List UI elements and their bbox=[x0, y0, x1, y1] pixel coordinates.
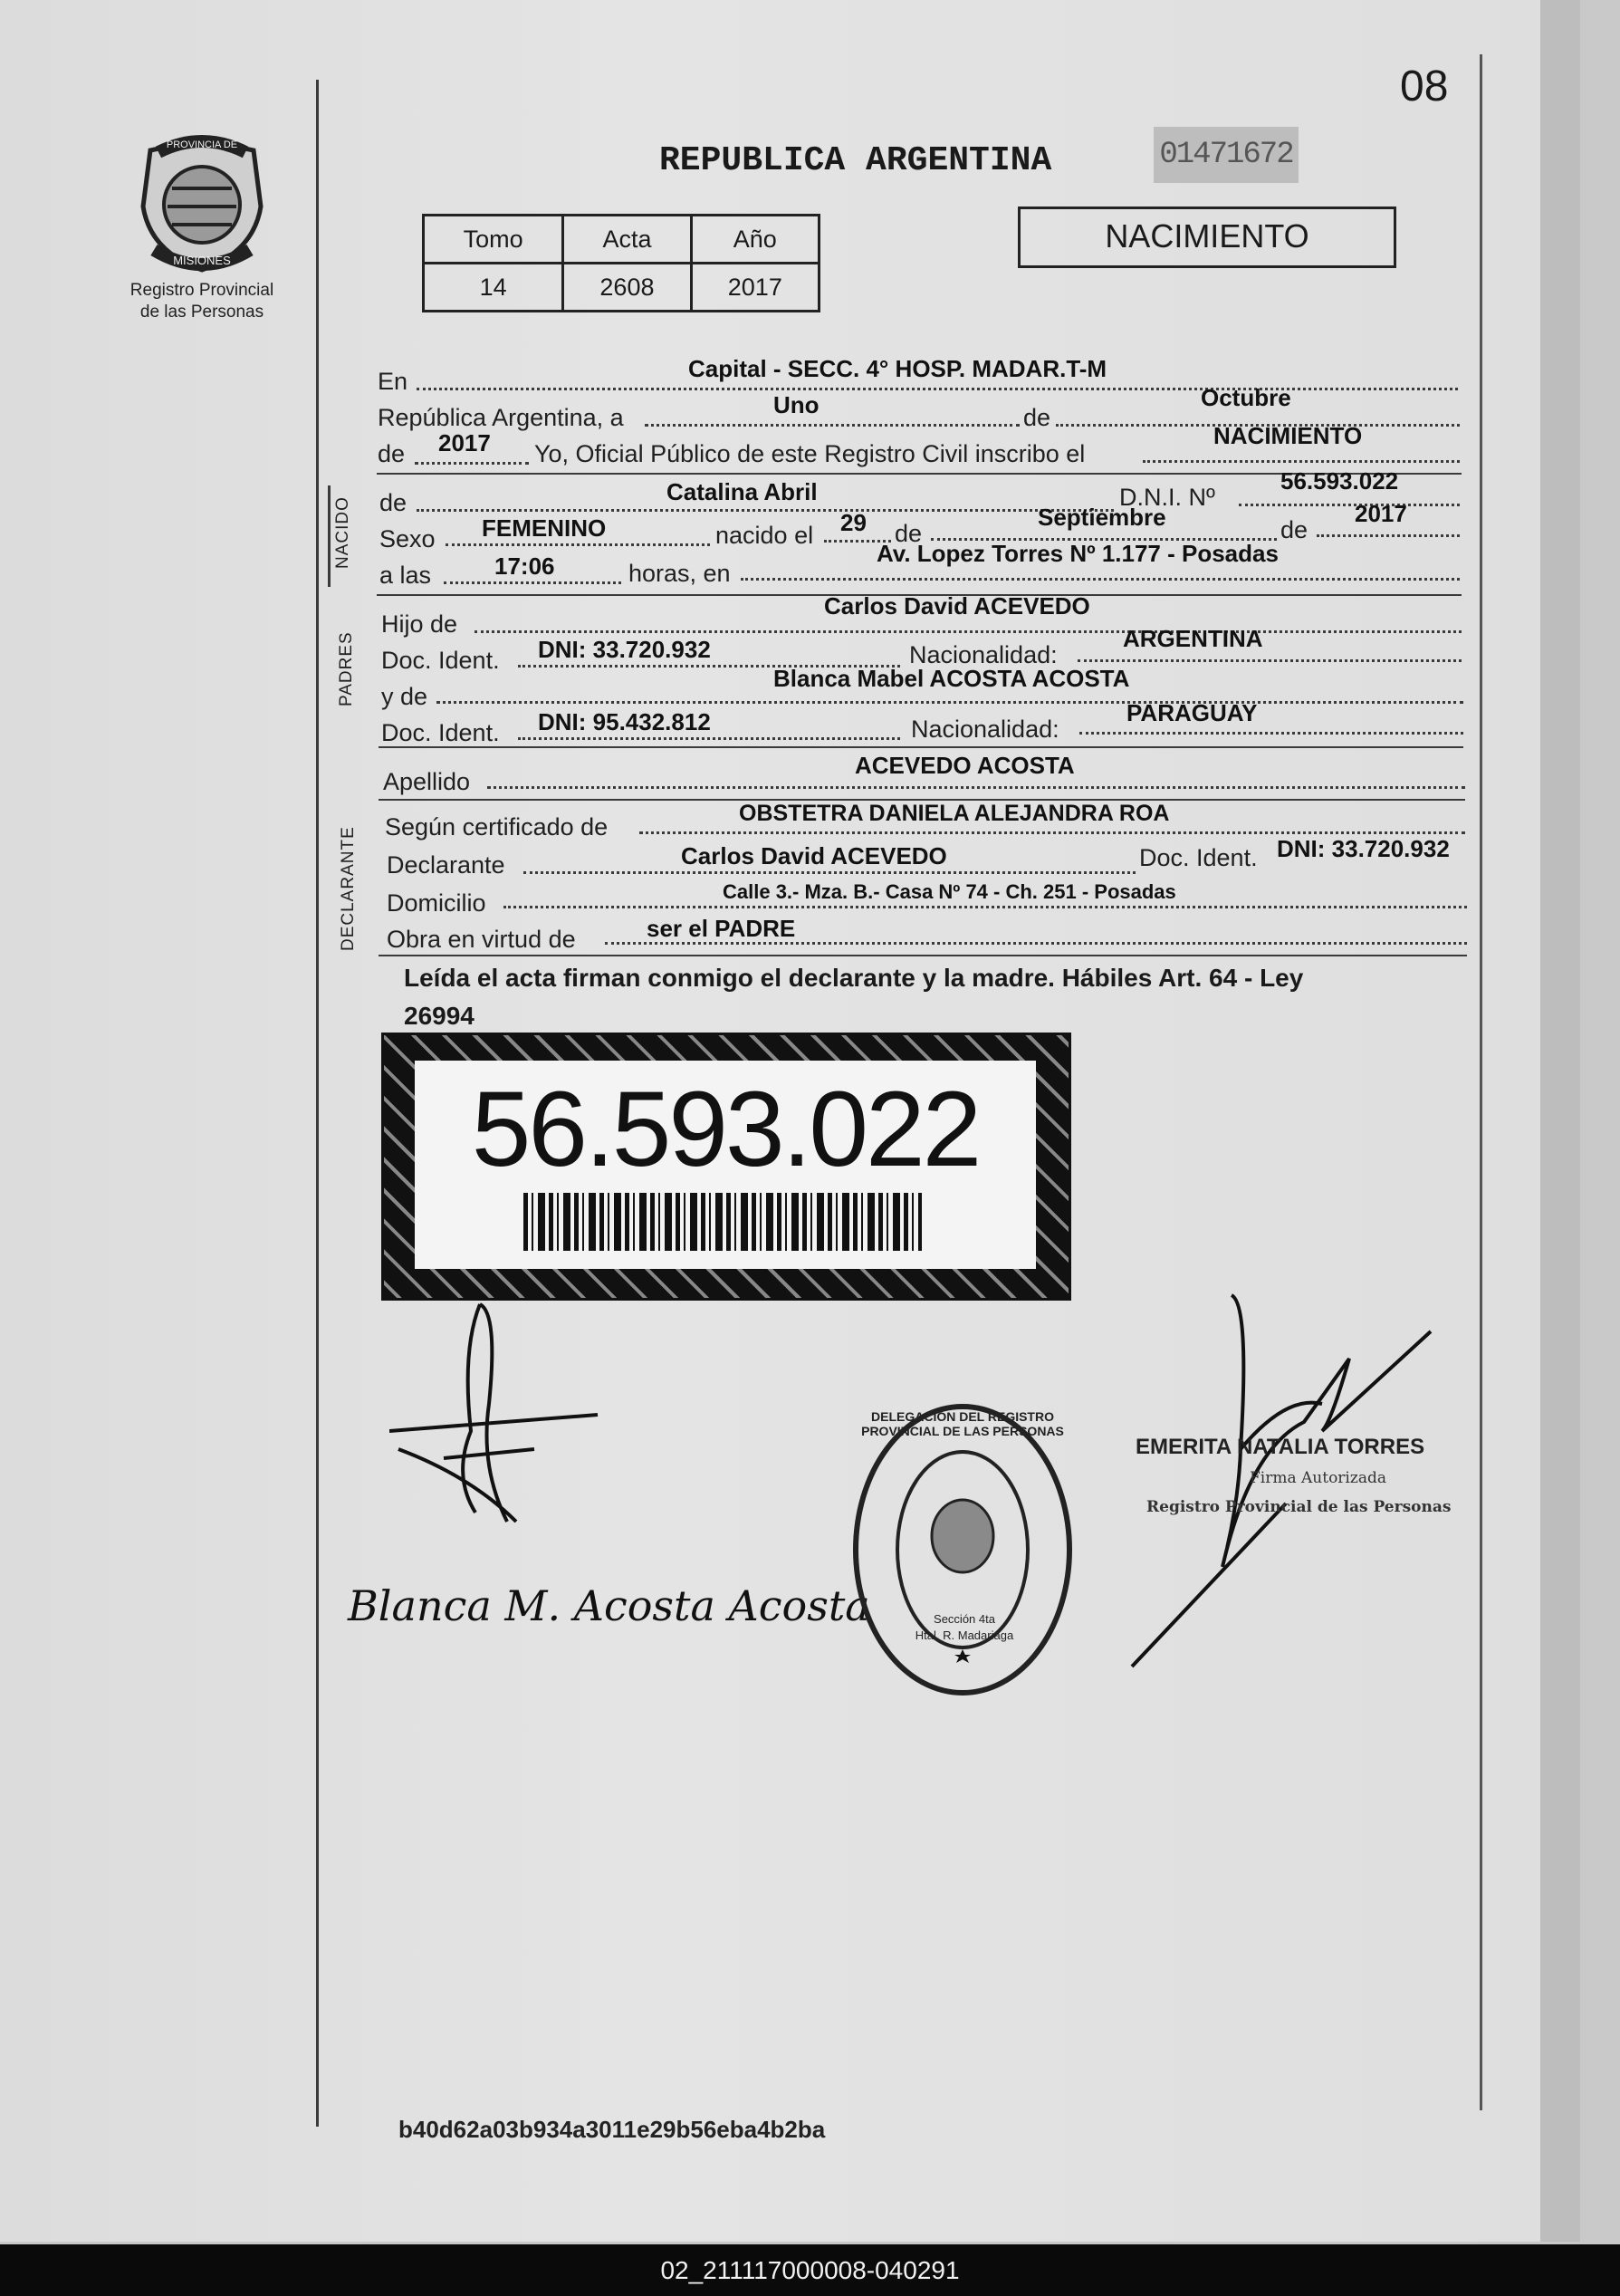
dotted-line bbox=[1143, 460, 1460, 463]
label-yo: Yo, Oficial Público de este Registro Civil inscribo el bbox=[534, 440, 1086, 467]
label-segun: Según certificado de bbox=[385, 813, 609, 841]
dotted-line bbox=[1079, 732, 1463, 735]
label-doc-ident-padre: Doc. Ident. bbox=[381, 647, 500, 674]
section-bracket bbox=[328, 485, 331, 587]
dotted-line bbox=[518, 737, 900, 740]
label-horas-en: horas, en bbox=[628, 560, 731, 587]
label-doc-ident-madre: Doc. Ident. bbox=[381, 719, 500, 746]
label-de-nombre: de bbox=[379, 489, 407, 516]
official-office: Registro Provincial de las Personas bbox=[1146, 1498, 1452, 1516]
label-apellido: Apellido bbox=[383, 768, 471, 795]
value-anio: 2017 bbox=[438, 429, 491, 456]
footer-file-id: 02_211117000008-040291 bbox=[0, 2244, 1620, 2296]
label-declarante: Declarante bbox=[387, 851, 505, 879]
value-padre-nac: ARGENTINA bbox=[1123, 625, 1263, 652]
value-declarante-dni: DNI: 33.720.932 bbox=[1277, 835, 1450, 862]
value-madre-nac: PARAGUAY bbox=[1126, 699, 1258, 726]
dotted-line bbox=[523, 871, 1136, 874]
section-label-nacido: NACIDO bbox=[333, 496, 352, 569]
label-nacido-el: nacido el bbox=[715, 522, 814, 549]
section-divider bbox=[379, 746, 1463, 748]
value-padre-dni: DNI: 33.720.932 bbox=[538, 636, 711, 663]
label-nacionalidad-padre: Nacionalidad: bbox=[909, 641, 1058, 668]
value-dni: 56.593.022 bbox=[1280, 467, 1399, 495]
value-certificado: OBSTETRA DANIELA ALEJANDRA ROA bbox=[739, 801, 1170, 826]
stamp-inner-line2: Htal. R. Madariaga bbox=[915, 1628, 1014, 1642]
label-domicilio: Domicilio bbox=[387, 889, 486, 917]
dotted-line bbox=[487, 786, 1465, 789]
section-label-declarante: DECLARANTE bbox=[339, 826, 358, 951]
control-code: 01471672 bbox=[1154, 127, 1299, 183]
book-reference-table bbox=[422, 214, 820, 312]
label-hijo-de: Hijo de bbox=[381, 610, 458, 638]
official-name: EMERITA NATALIA TORRES bbox=[1136, 1435, 1425, 1459]
label-de-mes: de bbox=[1023, 404, 1051, 431]
right-margin-line bbox=[1480, 54, 1482, 2110]
value-hora: 17:06 bbox=[494, 552, 555, 580]
stamp-inner-line1: Sección 4ta bbox=[934, 1612, 995, 1626]
label-y-de: y de bbox=[381, 683, 428, 710]
dotted-line bbox=[645, 424, 1020, 427]
dotted-line bbox=[639, 831, 1465, 834]
value-apellido: ACEVEDO ACOSTA bbox=[855, 752, 1075, 779]
dotted-line bbox=[436, 701, 1463, 704]
stamp-ring-text: DELEGACION DEL REGISTRO PROVINCIAL DE LAS PERSONAS bbox=[861, 1409, 1064, 1438]
value-nombre: Catalina Abril bbox=[666, 478, 818, 505]
label-nacionalidad-madre: Nacionalidad: bbox=[911, 716, 1059, 743]
value-nac-anio: 2017 bbox=[1355, 500, 1407, 527]
value-padre: Carlos David ACEVEDO bbox=[824, 592, 1090, 620]
label-doc-ident-declarante: Doc. Ident. bbox=[1139, 844, 1258, 871]
tomo-header: Tomo bbox=[424, 216, 563, 264]
page-number: 08 bbox=[1400, 62, 1449, 110]
identity-number-label bbox=[381, 1033, 1071, 1301]
label-dni: D.N.I. Nº bbox=[1119, 484, 1215, 511]
section-label-padres: PADRES bbox=[337, 631, 356, 706]
barcode bbox=[523, 1193, 922, 1251]
registry-name-line2: de las Personas bbox=[139, 303, 264, 322]
closing-statement: Leída el acta firman conmigo el declarante y la madre. Hábiles Art. 64 - Ley bbox=[404, 964, 1304, 992]
registry-name-line1: Registro Provincial bbox=[129, 281, 274, 300]
dotted-line bbox=[446, 543, 710, 546]
dotted-line bbox=[741, 578, 1460, 581]
acta-value: 2608 bbox=[563, 264, 691, 312]
logo-bottom-text: MISIONES bbox=[173, 254, 231, 267]
label-de-mes-nac: de bbox=[895, 520, 923, 547]
official-role: Firma Autorizada bbox=[1250, 1469, 1386, 1487]
value-sexo: FEMENINO bbox=[482, 514, 607, 542]
identity-label-inner bbox=[415, 1061, 1036, 1269]
closing-statement-law: 26994 bbox=[404, 1002, 474, 1030]
label-a-las: a las bbox=[379, 562, 432, 589]
label-republica: República Argentina, a bbox=[378, 404, 624, 431]
dotted-line bbox=[1317, 534, 1460, 537]
page-edge-shadow bbox=[1540, 0, 1580, 2242]
section-divider bbox=[379, 955, 1467, 956]
label-de-anio: de bbox=[378, 440, 406, 467]
value-lugar: Capital - SECC. 4° HOSP. MADAR.T-M bbox=[688, 355, 1107, 382]
dotted-line bbox=[503, 906, 1467, 908]
identity-number: 56.593.022 bbox=[471, 1070, 980, 1189]
acta-header: Acta bbox=[563, 216, 691, 264]
value-acto: NACIMIENTO bbox=[1213, 422, 1363, 449]
value-declarante: Carlos David ACEVEDO bbox=[681, 842, 947, 869]
dotted-line bbox=[444, 581, 621, 584]
value-domicilio: Calle 3.- Mza. B.- Casa Nº 74 - Ch. 251 - Posadas bbox=[723, 880, 1176, 903]
delegation-stamp bbox=[849, 1400, 1076, 1699]
country-title: REPUBLICA ARGENTINA bbox=[659, 141, 1052, 180]
dotted-line bbox=[415, 462, 529, 465]
record-type-box: NACIMIENTO bbox=[1018, 207, 1396, 268]
dotted-line bbox=[417, 509, 1114, 512]
label-en: En bbox=[378, 368, 408, 395]
document-hash: b40d62a03b934a3011e29b56eba4b2ba bbox=[398, 2116, 826, 2143]
anio-value: 2017 bbox=[691, 264, 819, 312]
tomo-value: 14 bbox=[424, 264, 563, 312]
dotted-line bbox=[417, 388, 1458, 390]
dotted-line bbox=[1239, 504, 1460, 506]
value-lugar-nac: Av. Lopez Torres Nº 1.177 - Posadas bbox=[877, 540, 1279, 567]
label-de-anio-nac: de bbox=[1280, 516, 1308, 543]
value-obra: ser el PADRE bbox=[647, 915, 796, 942]
dotted-line bbox=[474, 630, 1462, 633]
label-sexo: Sexo bbox=[379, 525, 436, 552]
anio-header: Año bbox=[691, 216, 819, 264]
logo-top-text: PROVINCIA DE bbox=[166, 139, 238, 150]
value-dia: Uno bbox=[773, 391, 820, 418]
mother-handwritten-name: Blanca M. Acosta Acosta bbox=[348, 1581, 870, 1630]
declarant-signature bbox=[389, 1295, 607, 1540]
value-nac-dia: 29 bbox=[840, 509, 867, 536]
value-madre-dni: DNI: 95.432.812 bbox=[538, 708, 711, 735]
dotted-line bbox=[1078, 659, 1462, 662]
value-mes: Octubre bbox=[1201, 384, 1291, 411]
value-madre: Blanca Mabel ACOSTA ACOSTA bbox=[773, 665, 1130, 692]
left-margin-line bbox=[316, 80, 319, 2127]
label-obra: Obra en virtud de bbox=[387, 926, 576, 953]
value-nac-mes: Septiembre bbox=[1038, 504, 1166, 531]
